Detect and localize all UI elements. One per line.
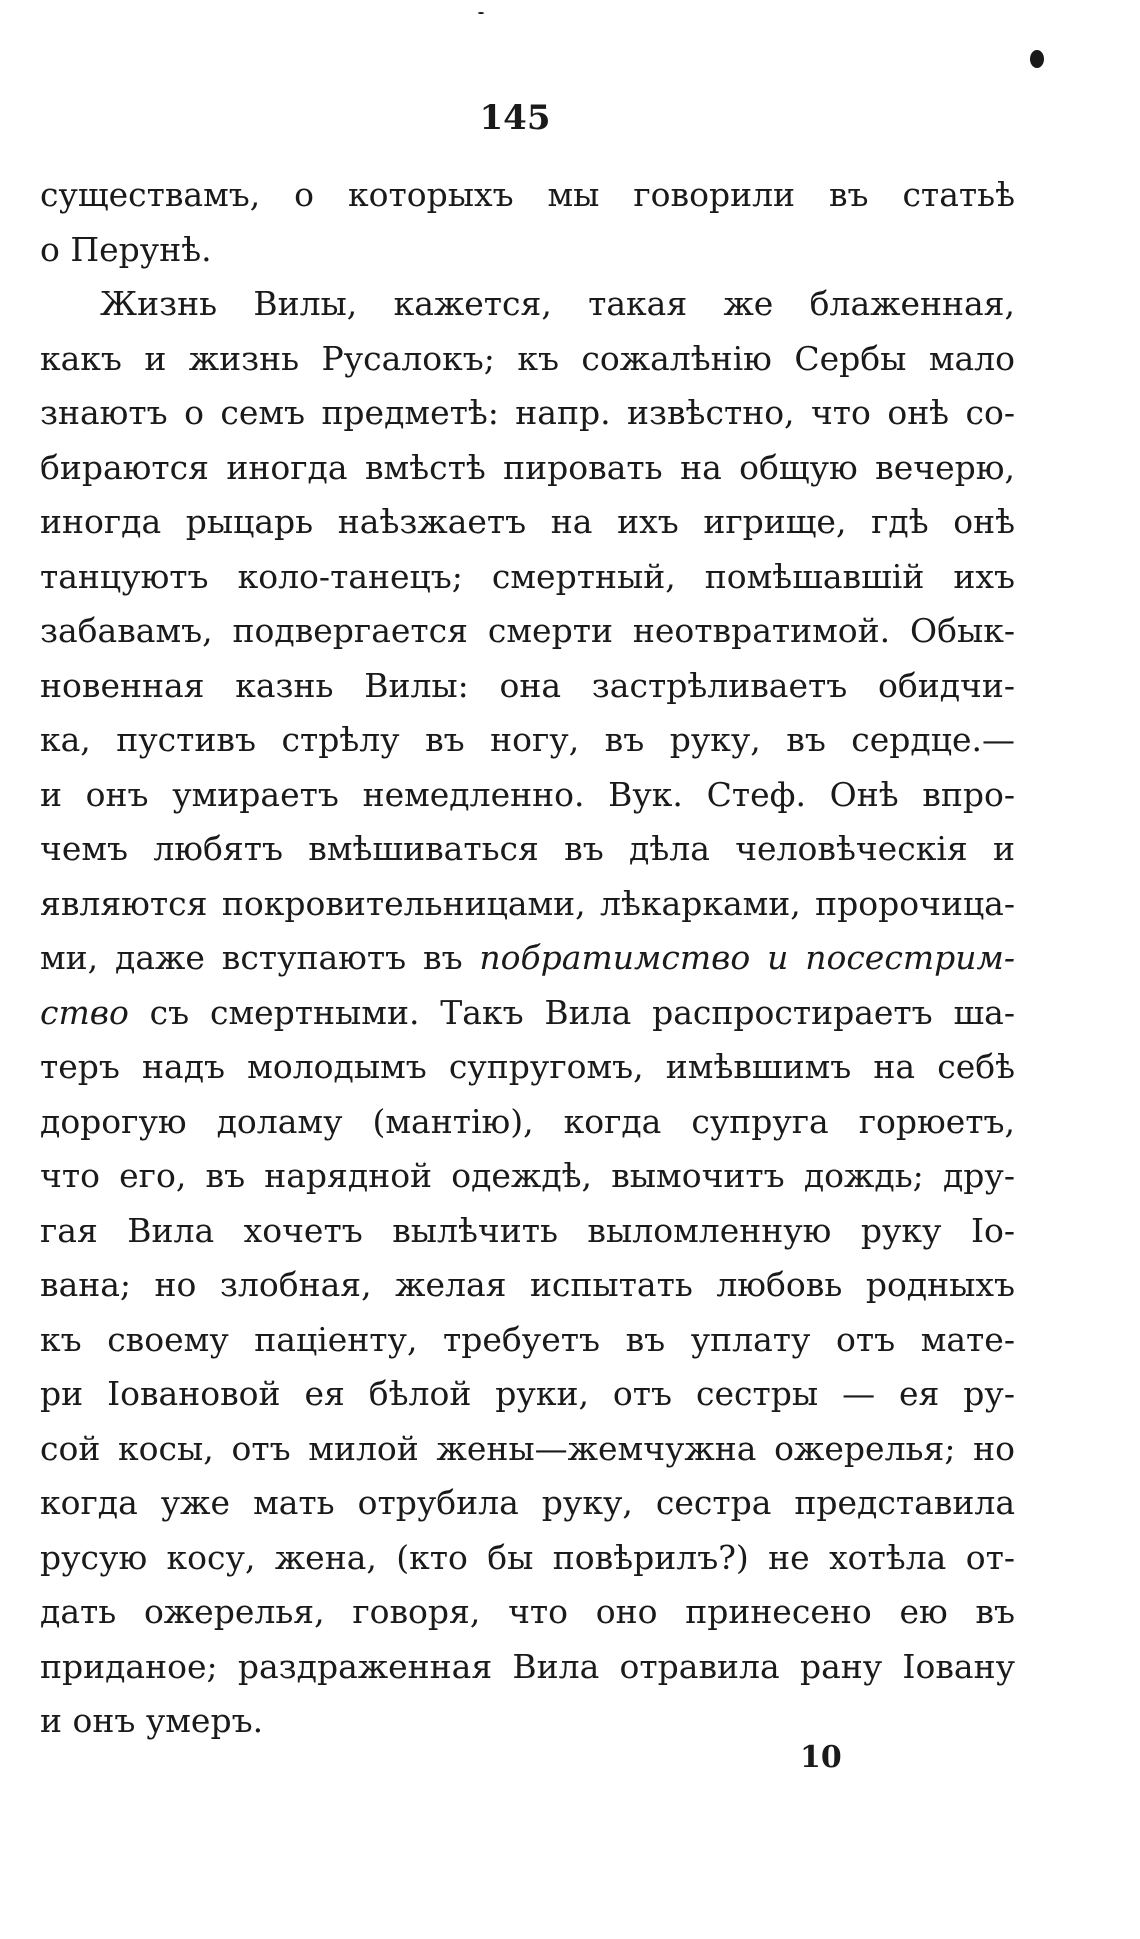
text-line: иногда рыцарь наѣзжаетъ на ихъ игрище, гдѣ онѣ <box>40 502 1015 541</box>
text-line: русую косу, жена, (кто бы повѣрилъ?) не хотѣла от- <box>40 1537 1015 1577</box>
body-text <box>40 168 1015 1749</box>
paragraph-start-line: Жизнь Вилы, кажется, такая же блаженная, <box>100 284 1015 323</box>
text-line: бираются иногда вмѣстѣ пировать на общую вечерю, <box>40 447 1015 487</box>
text-line: дать ожерелья, говоря, что оно принесено ею въ <box>40 1592 1015 1631</box>
ink-speck <box>478 12 484 14</box>
text-line: новенная казнь Вилы: она застрѣливаетъ обидчи- <box>40 665 1015 705</box>
text-line: существамъ, о которыхъ мы говорили въ статьѣ <box>40 175 1015 214</box>
text-line: и онъ умеръ. <box>40 1701 264 1740</box>
text-line: забавамъ, подвергается смерти неотвратимой. Обык- <box>40 611 1015 650</box>
italic-term: побратимство и посестрим- <box>479 938 1015 977</box>
text-line: и онъ умираетъ немедленно. Вук. Стеф. Онѣ впро- <box>40 774 1015 814</box>
text-line <box>40 986 1015 1041</box>
text-line: являются покровительницами, лѣкарками, пророчица- <box>40 883 1015 923</box>
text-line: къ своему паціенту, требуетъ въ уплату отъ мате- <box>40 1319 1015 1359</box>
text-line: чемъ любятъ вмѣшиваться въ дѣла человѣческія и <box>40 829 1015 868</box>
signature-mark: 10 <box>800 1740 842 1775</box>
text-line: что его, въ нарядной одеждѣ, вымочитъ дождь; дру- <box>40 1156 1015 1195</box>
ink-speck <box>1030 50 1044 68</box>
text-line: о Перунѣ. <box>40 229 212 269</box>
italic-term: ство <box>40 992 129 1032</box>
text-line: вана; но злобная, желая испытать любовь родныхъ <box>40 1265 1015 1304</box>
text-line: гая Вила хочетъ вылѣчить выломленную руку Іо- <box>40 1210 1015 1250</box>
text-span: съ смертными. Такъ Вила распростираетъ ша- <box>128 992 1015 1032</box>
text-line: знаютъ о семъ предметѣ: напр. извѣстно, что онѣ со- <box>40 393 1015 432</box>
text-line: теръ надъ молодымъ супругомъ, имѣвшимъ на себѣ <box>40 1047 1015 1086</box>
page-number: 145 <box>479 98 551 138</box>
text-line: когда уже мать отрубила руку, сестра представила <box>40 1483 1015 1522</box>
text-line <box>40 931 1015 986</box>
text-line: какъ и жизнь Русалокъ; къ сожалѣнію Сербы мало <box>40 338 1015 378</box>
text-span: ми, даже вступаютъ въ <box>40 938 480 977</box>
text-line: ка, пустивъ стрѣлу въ ногу, въ руку, въ сердце.— <box>40 720 1015 759</box>
text-line: ри Іовановой ея бѣлой руки, отъ сестры — ея ру- <box>40 1374 1015 1413</box>
text-line: танцуютъ коло-танецъ; смертный, помѣшавшій ихъ <box>40 556 1015 596</box>
text-line: дорогую доламу (мантію), когда супруга горюетъ, <box>40 1101 1015 1141</box>
text-line: приданое; раздраженная Вила отравила рану Іовану <box>40 1646 1015 1686</box>
text-line: сой косы, отъ милой жены—жемчужна ожерелья; но <box>40 1428 1015 1468</box>
